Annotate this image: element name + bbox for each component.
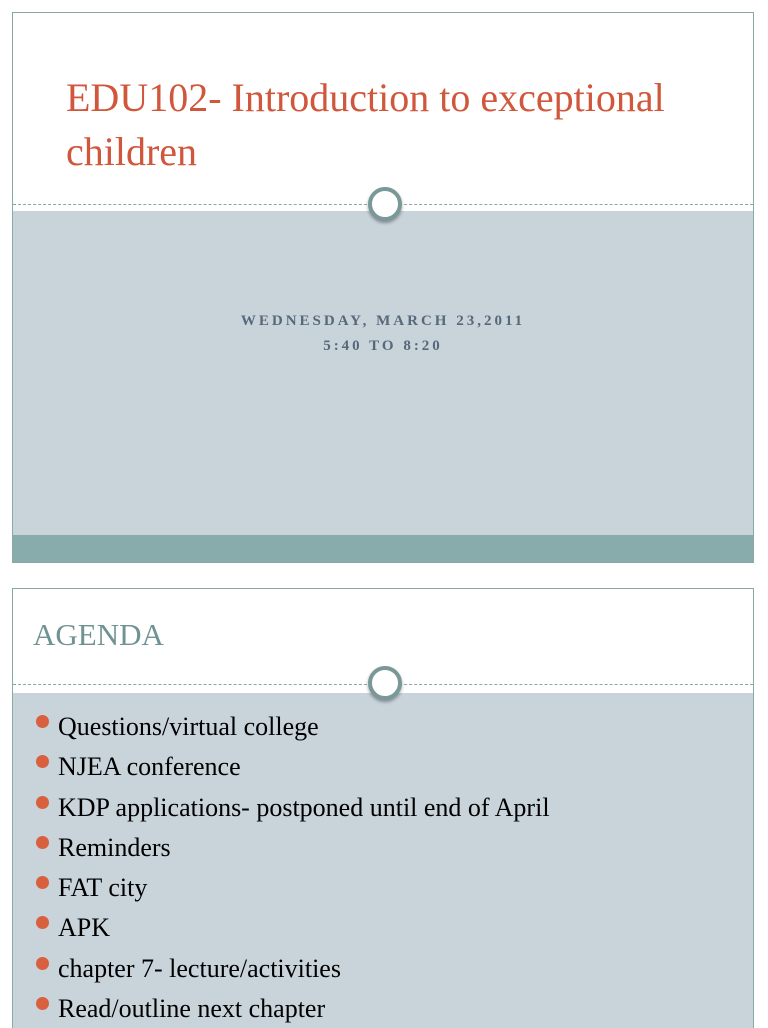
slide-title-header: [13, 13, 753, 205]
list-item-text: Reminders: [58, 832, 171, 862]
subtitle: [13, 309, 753, 359]
slide-agenda: [12, 588, 754, 1028]
list-item: [33, 949, 550, 989]
subtitle-time: 5:40 TO 8:20: [323, 338, 443, 354]
list-item-text: FAT city: [58, 873, 148, 903]
page-title: EDU102- Introduction to exceptional children: [66, 75, 665, 174]
list-item-text: APK: [58, 913, 111, 943]
circle-bullet-icon: [36, 755, 49, 768]
ring-icon: [368, 187, 402, 221]
list-item: [33, 989, 550, 1028]
list-item: [33, 747, 550, 787]
list-item: [33, 788, 550, 828]
list-item: [33, 707, 550, 747]
list-item-text: chapter 7- lecture/activities: [58, 953, 341, 983]
list-item: [33, 908, 550, 948]
bottom-bar: [13, 535, 753, 562]
list-item-text: Questions/virtual college: [58, 712, 319, 741]
circle-bullet-icon: [36, 876, 49, 889]
circle-bullet-icon: [36, 916, 49, 929]
slide-title: [12, 12, 754, 563]
subtitle-date: WEDNESDAY, MARCH 23,2011: [240, 313, 526, 329]
agenda-list: [33, 707, 550, 1028]
list-item-text: KDP applications- postponed until end of April: [58, 792, 550, 822]
slide-title-body: [13, 211, 753, 535]
list-item-text: NJEA conference: [58, 752, 241, 782]
circle-bullet-icon: [36, 796, 49, 809]
circle-bullet-icon: [36, 836, 49, 849]
list-item-text: Read/outline next chapter: [58, 994, 326, 1024]
agenda-heading: AGENDA: [33, 617, 164, 652]
ring-icon: [368, 666, 402, 700]
circle-bullet-icon: [36, 957, 49, 970]
list-item: [33, 828, 550, 868]
circle-bullet-icon: [36, 715, 49, 728]
list-item: [33, 868, 550, 908]
circle-bullet-icon: [36, 997, 49, 1010]
